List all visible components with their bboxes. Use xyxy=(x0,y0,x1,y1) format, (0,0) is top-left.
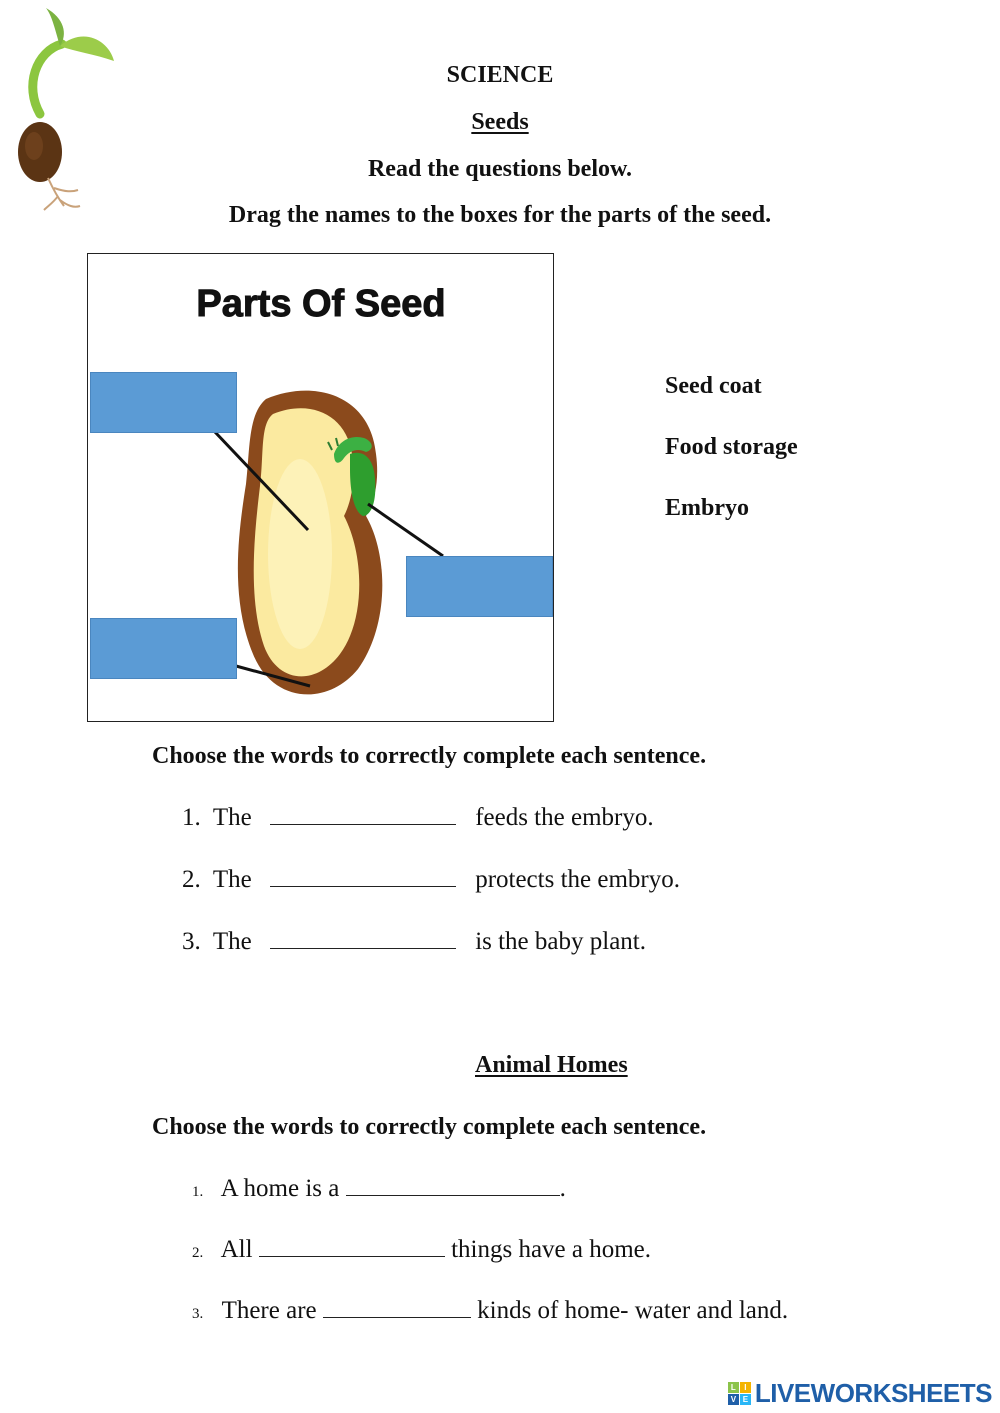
question-number: 3. xyxy=(192,1306,204,1322)
liveworksheets-brand xyxy=(728,1378,992,1408)
seed-question-1 xyxy=(182,804,654,832)
question-text-before: A home is a xyxy=(220,1175,340,1202)
topic-title: Seeds xyxy=(471,109,529,135)
pointer-line-embryo xyxy=(368,504,443,556)
seeds-sentence-instruction: Choose the words to correctly complete each sentence. xyxy=(152,743,707,769)
drag-instruction: Drag the names to the boxes for the parts of the seed. xyxy=(228,202,772,228)
word-seed-coat[interactable]: Seed coat xyxy=(665,373,762,399)
question-text-after: feeds the embryo. xyxy=(475,804,654,831)
question-number: 3. xyxy=(182,928,201,955)
drop-box-3[interactable] xyxy=(90,618,237,679)
animal-question-1 xyxy=(192,1175,566,1203)
brand-name: LIVEWORKSHEETS xyxy=(754,1377,992,1408)
answer-blank[interactable] xyxy=(270,866,456,887)
drop-box-2[interactable] xyxy=(406,556,553,617)
diagram-title: Parts Of Seed xyxy=(196,283,446,325)
question-text-before: There are xyxy=(221,1297,317,1324)
answer-blank[interactable] xyxy=(346,1175,560,1196)
question-text-before: The xyxy=(212,866,252,893)
seed-question-3 xyxy=(182,928,646,956)
answer-blank[interactable] xyxy=(259,1236,445,1257)
question-number: 2. xyxy=(192,1245,204,1261)
question-text-after: protects the embryo. xyxy=(475,866,680,893)
answer-blank[interactable] xyxy=(270,928,456,949)
question-text-after: is the baby plant. xyxy=(475,928,646,955)
question-number: 1. xyxy=(192,1184,204,1200)
seed-diagram xyxy=(87,253,554,722)
question-text-after: . xyxy=(559,1175,566,1202)
liveworksheets-logo-icon: L I V E xyxy=(728,1382,751,1405)
animal-question-2 xyxy=(192,1236,651,1264)
read-instruction: Read the questions below. xyxy=(367,156,633,182)
word-food-storage[interactable]: Food storage xyxy=(665,434,798,460)
animal-question-3 xyxy=(192,1297,788,1325)
subject-title: SCIENCE xyxy=(446,62,554,88)
animal-sentence-instruction: Choose the words to correctly complete each sentence. xyxy=(152,1114,707,1140)
seed-question-2 xyxy=(182,866,680,894)
question-number: 2. xyxy=(182,866,201,893)
question-text-before: All xyxy=(220,1236,253,1263)
question-text-before: The xyxy=(212,804,252,831)
question-text-after: things have a home. xyxy=(451,1236,652,1263)
answer-blank[interactable] xyxy=(270,804,456,825)
question-text-before: The xyxy=(212,928,252,955)
question-number: 1. xyxy=(182,804,201,831)
animal-homes-title: Animal Homes xyxy=(475,1052,628,1078)
answer-blank[interactable] xyxy=(323,1297,471,1318)
word-embryo[interactable]: Embryo xyxy=(665,495,749,521)
drop-box-1[interactable] xyxy=(90,372,237,433)
question-text-after: kinds of home- water and land. xyxy=(477,1297,789,1324)
